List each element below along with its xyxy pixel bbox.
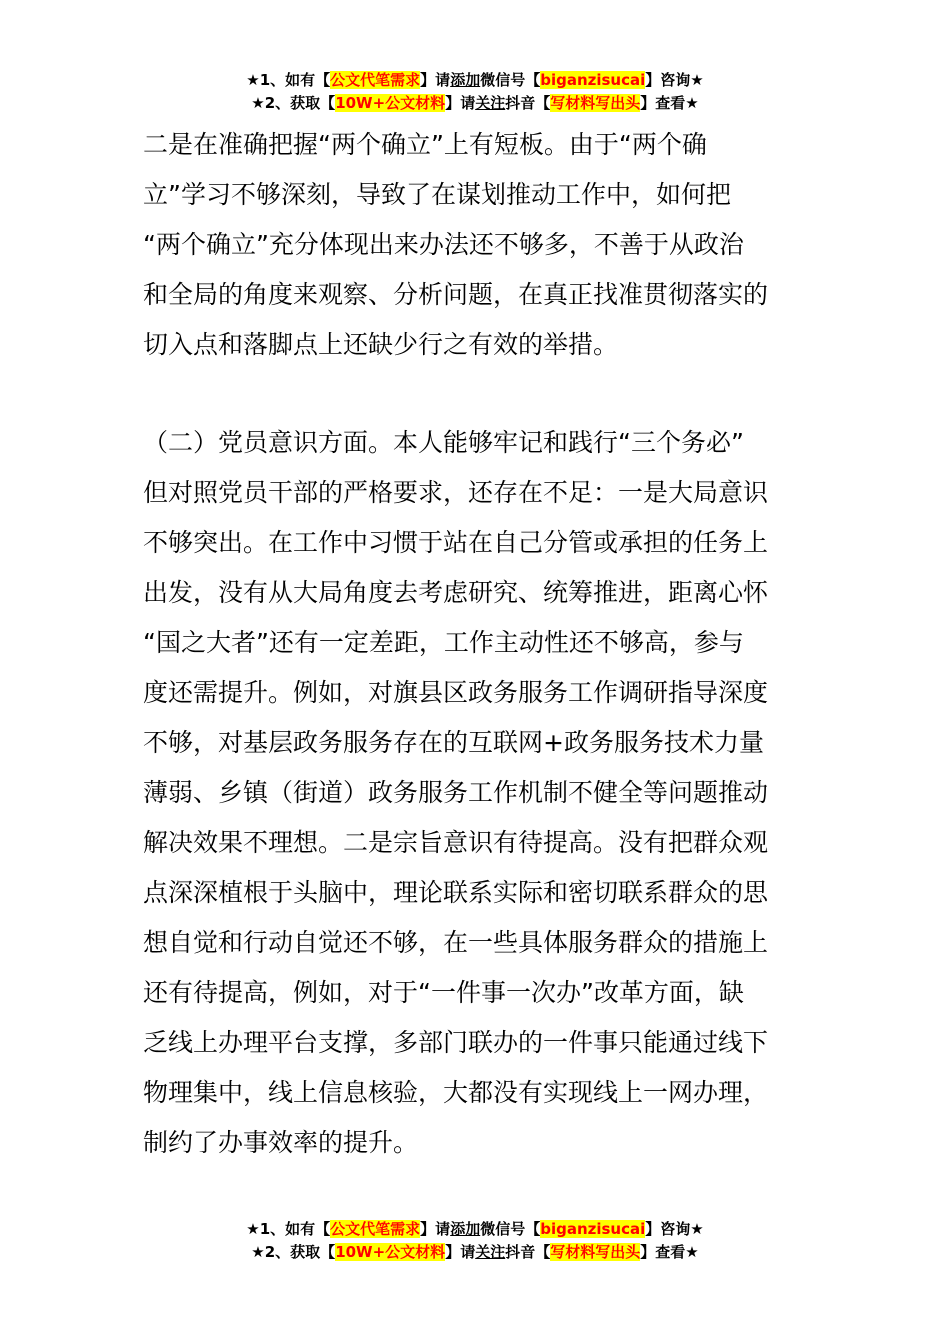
- paragraph-line: 不够，对基层政务服务存在的互联网+政务服务技术力量: [143, 728, 764, 757]
- paragraph-line: 不够突出。在工作中习惯于站在自己分管或承担的任务上: [143, 528, 769, 557]
- banner-text: 】请: [420, 1220, 451, 1238]
- paragraph-line: 度还需提升。例如，对旗县区政务服务工作调研指导深度: [143, 678, 769, 707]
- banner-text: ★2、获取【: [251, 94, 336, 112]
- banner-line-1: [0, 69, 950, 92]
- banner-text: ★2、获取【: [251, 1243, 336, 1261]
- paragraph-line: 出发，没有从大局角度去考虑研究、统筹推进，距离心怀: [143, 578, 769, 607]
- highlight-wechat-id: biganzisucai: [540, 1220, 646, 1238]
- banner-text: ★1、如有【: [246, 1220, 331, 1238]
- banner-text: 】咨询★: [645, 1220, 704, 1238]
- banner-text: 】请: [420, 71, 451, 89]
- paragraph-line: 但对照党员干部的严格要求，还存在不足：一是大局意识: [143, 478, 769, 507]
- banner-underlined-text: 添加: [450, 71, 481, 89]
- highlight-service: 公文代笔需求: [330, 1220, 421, 1238]
- banner-underlined-text: 关注: [475, 94, 506, 112]
- paragraph-line: 乏线上办理平台支撑，多部门联办的一件事只能通过线下: [143, 1028, 769, 1057]
- top-banner: [0, 69, 950, 115]
- paragraph-line: 想自觉和行动自觉还不够，在一些具体服务群众的措施上: [143, 928, 769, 957]
- banner-text: 】查看★: [640, 1243, 699, 1261]
- banner-line-2: [0, 1241, 950, 1264]
- banner-text: 】请: [445, 1243, 476, 1261]
- highlight-service: 公文代笔需求: [330, 71, 421, 89]
- highlight-douyin-id: 写材料写出头: [550, 1243, 641, 1261]
- paragraph-line: 和全局的角度来观察、分析问题，在真正找准贯彻落实的: [143, 280, 769, 309]
- highlight-materials: 10W+公文材料: [335, 94, 446, 112]
- banner-line-2: [0, 92, 950, 115]
- paragraph-line: “两个确立”充分体现出来办法还不够多，不善于从政治: [143, 230, 744, 259]
- banner-text: 微信号【: [480, 71, 541, 89]
- paragraph-line: 立”学习不够深刻，导致了在谋划推动工作中，如何把: [143, 180, 731, 209]
- paragraph-line: 点深深植根于头脑中，理论联系实际和密切联系群众的思: [143, 878, 769, 907]
- paragraph-line: 二是在准确把握“两个确立”上有短板。由于“两个确: [143, 130, 707, 159]
- banner-text: 微信号【: [480, 1220, 541, 1238]
- bottom-banner: [0, 1218, 950, 1264]
- paragraph-line: （二）党员意识方面。本人能够牢记和践行“三个务必”: [143, 428, 744, 457]
- banner-text: 抖音【: [505, 94, 551, 112]
- banner-text: 】请: [445, 94, 476, 112]
- highlight-materials: 10W+公文材料: [335, 1243, 446, 1261]
- banner-text: 】查看★: [640, 94, 699, 112]
- highlight-douyin-id: 写材料写出头: [550, 94, 641, 112]
- paragraph-line: “国之大者”还有一定差距，工作主动性还不够高，参与: [143, 628, 744, 657]
- paragraph-line: 还有待提高，例如，对于“一件事一次办”改革方面，缺: [143, 978, 744, 1007]
- banner-text: 抖音【: [505, 1243, 551, 1261]
- paragraph-line: 解决效果不理想。二是宗旨意识有待提高。没有把群众观: [143, 828, 769, 857]
- paragraph-line: 物理集中，线上信息核验，大都没有实现线上一网办理，: [143, 1078, 769, 1107]
- paragraph-1: [143, 120, 807, 370]
- banner-text: 】咨询★: [645, 71, 704, 89]
- paragraph-line: 切入点和落脚点上还缺少行之有效的举措。: [143, 330, 619, 359]
- banner-underlined-text: 添加: [450, 1220, 481, 1238]
- paragraph-line: 薄弱、乡镇（街道）政务服务工作机制不健全等问题推动: [143, 778, 769, 807]
- paragraph-2: [143, 418, 807, 1168]
- banner-underlined-text: 关注: [475, 1243, 506, 1261]
- banner-line-1: [0, 1218, 950, 1241]
- banner-text: ★1、如有【: [246, 71, 331, 89]
- highlight-wechat-id: biganzisucai: [540, 71, 646, 89]
- paragraph-line: 制约了办事效率的提升。: [143, 1128, 419, 1157]
